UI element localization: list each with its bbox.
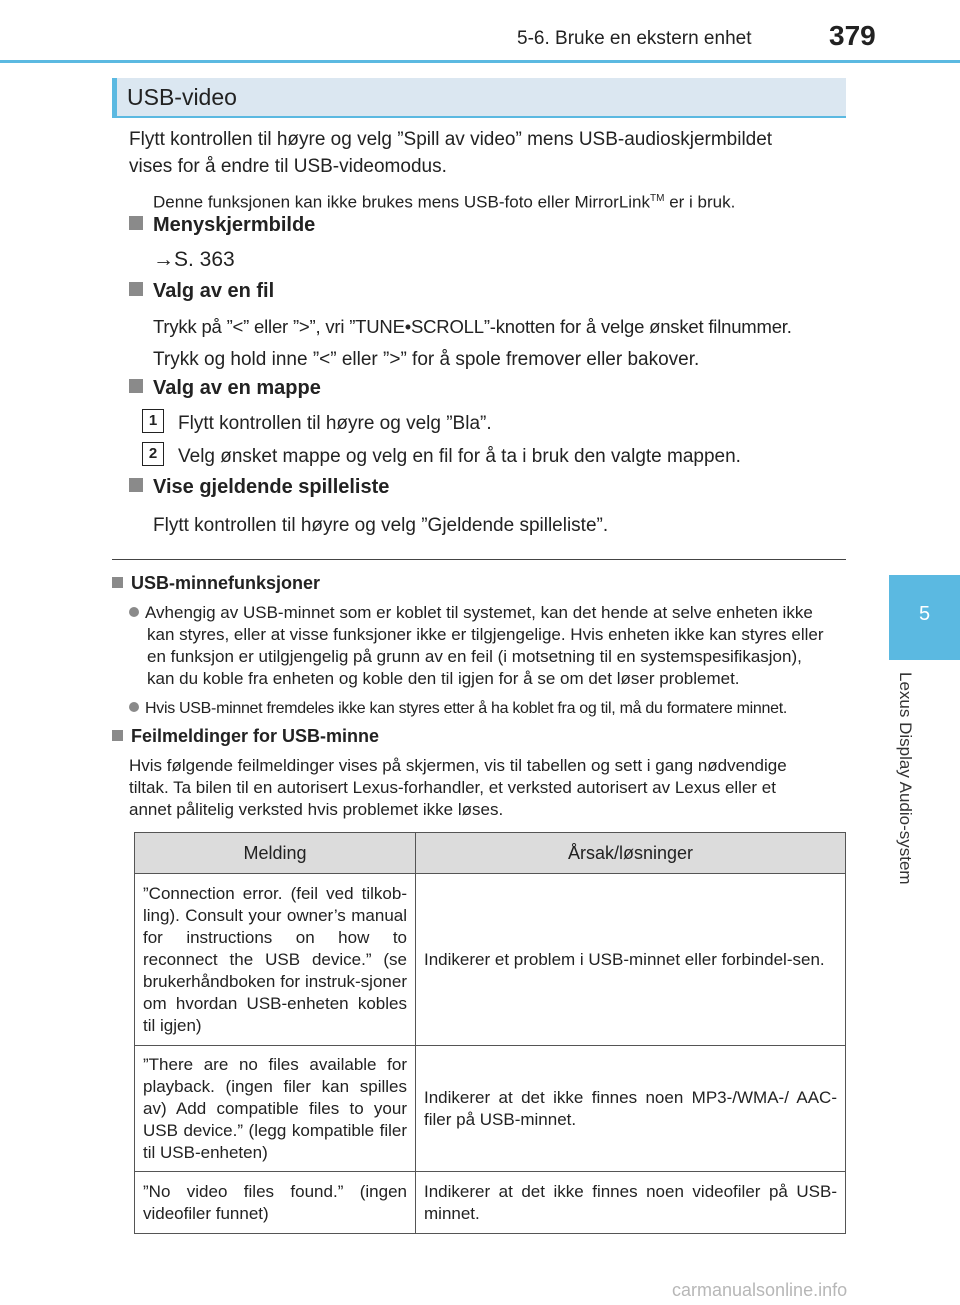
heading-menu-screen — [129, 214, 315, 237]
current-playlist-text: Flytt kontrollen til høyre og velg ”Gjeldende spilleliste”. — [153, 515, 609, 536]
table-cell-cause: Indikerer et problem i USB-minnet eller forbindel-sen. — [416, 874, 846, 1046]
heading-error-messages-label: Feilmeldinger for USB-minne — [131, 726, 380, 746]
intro-line: annet pålitelig verksted hvis problemet ikke løses. — [129, 800, 504, 819]
section-title-bar — [112, 78, 846, 118]
table-row — [135, 1172, 846, 1234]
heading-file-select-label: Valg av en fil — [153, 280, 275, 302]
table-header-row — [135, 833, 846, 874]
heading-current-playlist — [129, 476, 389, 499]
square-bullet-icon — [112, 577, 123, 588]
heading-error-messages — [112, 726, 379, 747]
heading-file-select — [129, 280, 274, 303]
table-cell-cause: Indikerer at det ikke finnes noen MP3-/WMA-/ AAC-filer på USB-minnet. — [416, 1046, 846, 1172]
heading-folder-select — [129, 377, 321, 400]
heading-current-playlist-label: Vise gjeldende spilleliste — [153, 476, 390, 498]
heading-folder-select-label: Valg av en mappe — [153, 377, 321, 399]
file-select-line-2: Trykk og hold inne ”<” eller ”>” for å spole fremover eller bakover. — [153, 349, 700, 370]
bullet-line: kan styres, eller at visse funksjoner ikke er tilgjengelige. Hvis enheten ikke kan styres eller — [147, 625, 824, 644]
circle-bullet-icon — [129, 702, 139, 712]
step-number-1: 1 — [142, 409, 164, 433]
square-bullet-icon — [112, 730, 123, 741]
heading-usb-memory-label: USB-minnefunksjoner — [131, 573, 321, 593]
note-text: Denne funksjonen kan ikke brukes mens USB-foto eller MirrorLink — [153, 192, 651, 212]
heading-usb-memory — [112, 573, 320, 594]
intro-line: tiltak. Ta bilen til en autorisert Lexus-forhandler, et verksted autorisert av Lexus eller et — [129, 778, 776, 797]
usb-memory-bullet-1 — [129, 602, 846, 690]
menu-screen-page-ref[interactable]: →S. 363 — [153, 248, 235, 271]
chapter-number: 5 — [918, 603, 931, 625]
column-header-cause: Årsak/løsninger — [416, 833, 846, 874]
column-header-message: Melding — [135, 833, 416, 874]
bullet-line: kan du koble fra enheten og koble den til igjen for å se om det løser problemet. — [147, 669, 740, 688]
section-title: USB-video — [127, 84, 237, 110]
intro-line: Hvis følgende feilmeldinger vises på skjermen, vis til tabellen og sett i gang nødvendige — [129, 756, 787, 775]
bullet-line — [129, 602, 846, 624]
usb-memory-bullet-2 — [129, 698, 859, 720]
bullet-line-text: Avhengig av USB-minnet som er koblet til systemet, kan det hende at selve enheten ikke — [145, 603, 813, 622]
note-trademark: TM — [650, 193, 665, 204]
table-cell-cause: Indikerer at det ikke finnes noen videofiler på USB-minnet. — [416, 1172, 846, 1234]
page-number: 379 — [829, 20, 876, 51]
section-bar-accent — [112, 78, 117, 116]
chapter-label-container — [895, 672, 919, 922]
heading-menu-screen-label: Menyskjermbilde — [153, 214, 316, 236]
intro-line-1: Flytt kontrollen til høyre og velg ”Spill av video” mens USB-audioskjermbildet — [129, 129, 773, 150]
note-end: er i bruk. — [664, 192, 736, 212]
square-bullet-icon — [129, 478, 143, 492]
section-divider — [112, 559, 846, 560]
chapter-label: Lexus Display Audio-system — [896, 672, 915, 885]
running-header-title: 5-6. Bruke en ekstern enhet — [517, 28, 752, 49]
file-select-line-1: Trykk på ”<” eller ”>”, vri ”TUNE•SCROLL”-knotten for å velge ønsket filnummer. — [153, 316, 792, 337]
chapter-tab — [889, 575, 960, 660]
table-row — [135, 1046, 846, 1172]
bullet-2-text: Hvis USB-minnet fremdeles ikke kan styres etter å ha koblet fra og til, må du formatere minnet. — [145, 700, 787, 717]
table-cell-message: ”No video files found.” (ingen videofiler funnet) — [135, 1172, 416, 1234]
error-messages-table — [134, 832, 846, 1234]
step-number-2: 2 — [142, 442, 164, 466]
square-bullet-icon — [129, 282, 143, 296]
errors-intro — [129, 755, 846, 821]
step-text-1: Flytt kontrollen til høyre og velg ”Bla”. — [178, 413, 492, 434]
table-cell-message: ”Connection error. (feil ved tilkob-ling). Consult your owner’s manual for instructions on how to reconnect the USB device.” (se brukerhåndboken for instruk-sjoner om hvordan USB-enheten kobles til igjen) — [135, 874, 416, 1046]
square-bullet-icon — [129, 216, 143, 230]
step-text-2: Velg ønsket mappe og velg en fil for å ta i bruk den valgte mappen. — [178, 446, 741, 467]
circle-bullet-icon — [129, 607, 139, 617]
watermark: carmanualsonline.info — [672, 1280, 848, 1300]
intro-line-2: vises for å endre til USB-videomodus. — [129, 156, 447, 177]
section-note — [153, 185, 735, 216]
square-bullet-icon — [129, 379, 143, 393]
table-cell-message: ”There are no files available for playback. (ingen filer kan spilles av) Add compatible files to your USB device.” (legg kompatible filer til USB-enheten) — [135, 1046, 416, 1172]
table-row — [135, 874, 846, 1046]
header-rule — [0, 60, 960, 63]
bullet-line: en funksjon er utilgjengelig på grunn av en feil (i motsetning til en systemspesifikasjon), — [147, 647, 802, 666]
